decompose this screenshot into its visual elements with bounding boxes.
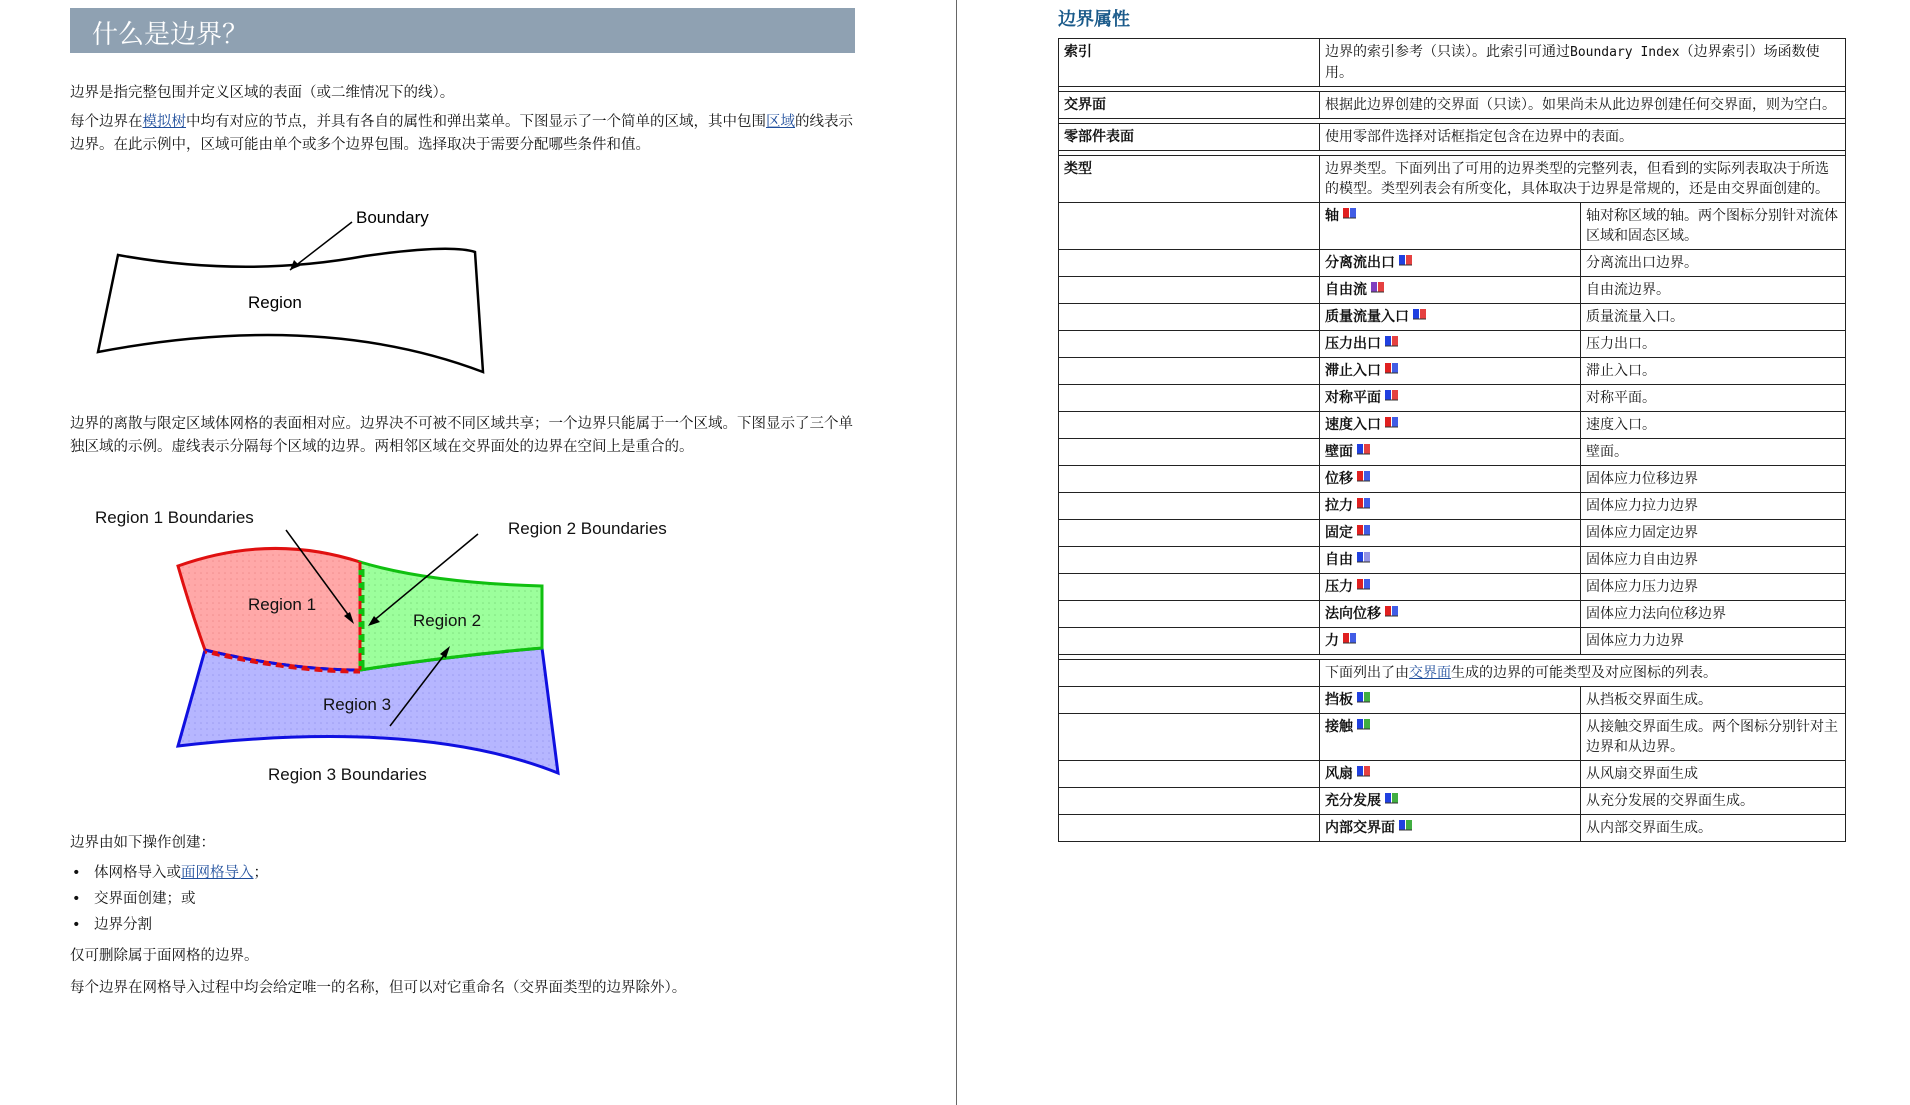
axis-icon [1342,206,1358,226]
region2-boundaries-label: Region 2 Boundaries [508,519,667,538]
boundary-type-name: 自由流 [1320,277,1581,304]
region-label: Region [248,293,302,312]
mass-flow-inlet-icon [1412,307,1428,327]
table-row [1059,124,1846,151]
type-label: 类型 [1059,156,1320,203]
table-row [1059,250,1846,277]
boundary-type-description: 固体应力法向位移边界 [1581,601,1846,628]
interface-type-name: 内部交界面 [1320,815,1581,842]
table-row [1059,687,1846,714]
boundary-type-name: 拉力 [1320,493,1581,520]
table-row [1059,92,1846,119]
boundary-type-name: 速度入口 [1320,412,1581,439]
traction-icon [1356,496,1372,516]
contact-icon [1356,717,1372,737]
boundary-type-description: 分离流出口边界。 [1581,250,1846,277]
table-row [1059,466,1846,493]
table-row [1059,601,1846,628]
table-row [1059,788,1846,815]
interface-type-name: 风扇 [1320,761,1581,788]
region3-label: Region 3 [323,695,392,714]
three-region-diagram [90,498,710,798]
region1-label: Region 1 [248,595,317,614]
list-item: • 体网格导入或面网格导入； [70,860,268,886]
internal-interface-icon [1398,818,1414,838]
boundary-type-description: 固体应力位移边界 [1581,466,1846,493]
force-icon [1342,631,1358,651]
boundary-type-name: 滞止入口 [1320,358,1581,385]
interface-description: 根据此边界创建的交界面（只读）。如果尚未从此边界创建任何交界面，则为空白。 [1320,92,1846,119]
table-row [1059,547,1846,574]
boundary-type-description: 速度入口。 [1581,412,1846,439]
list-item: • 边界分割 [70,912,268,938]
boundary-types-list [1059,203,1846,655]
table-row [1059,358,1846,385]
boundary-type-description: 固体应力压力边界 [1581,574,1846,601]
split-outlet-icon [1398,253,1414,273]
right-page [958,0,1910,1105]
boundary-type-description: 质量流量入口。 [1581,304,1846,331]
region3-boundaries-label: Region 3 Boundaries [268,765,427,784]
index-description: 边界的索引参考（只读）。此索引可通过Boundary Index（边界索引）场函数使用。 [1320,39,1846,87]
page-divider [956,0,957,1105]
interface-types-intro: 下面列出了由交界面生成的边界的可能类型及对应图标的列表。 [1320,660,1846,687]
boundary-type-name: 自由 [1320,547,1581,574]
table-row [1059,761,1846,788]
table-row [1059,412,1846,439]
boundary-type-description: 固体应力拉力边界 [1581,493,1846,520]
interface-types-list [1059,687,1846,842]
rename-note: 每个边界在网格导入过程中均会给定唯一的名称，但可以对它重命名（交界面类型的边界除外）。 [70,980,687,996]
simulation-tree-link[interactable]: 模拟树 [142,114,186,130]
type-description: 边界类型。下面列出了可用的边界类型的完整列表，但看到的实际列表取决于所选的模型。类型列表会有所变化，具体取决于边界是常规的，还是由交界面创建的。 [1320,156,1846,203]
discretization-paragraph: 边界的离散与限定区域体网格的表面相对应。边界决不可被不同区域共享；一个边界只能属于一个区域。下图显示了三个单独区域的示例。虚线表示分隔每个区域的边界。两相邻区域在交界面处的边界在空间上是重合的。 [70,416,853,455]
single-region-diagram [90,200,510,380]
boundary-type-name: 对称平面 [1320,385,1581,412]
section-title: 边界属性 [1058,9,1130,30]
page-title: 什么是边界？ [92,20,249,50]
boundary-type-name: 压力出口 [1320,331,1581,358]
table-row [1059,574,1846,601]
boundary-type-name: 轴 [1320,203,1581,250]
table-row [1059,815,1846,842]
boundary-type-description: 压力出口。 [1581,331,1846,358]
interface-type-description: 从风扇交界面生成 [1581,761,1846,788]
table-row [1059,203,1846,250]
table-row [1059,493,1846,520]
interface-type-name: 接触 [1320,714,1581,761]
boundary-type-description: 固体应力固定边界 [1581,520,1846,547]
interface-label: 交界面 [1059,92,1320,119]
region-link[interactable]: 区域 [766,114,795,130]
boundary-label: Boundary [356,208,429,227]
index-label: 索引 [1059,39,1320,87]
interface-type-description: 从挡板交界面生成。 [1581,687,1846,714]
baffle-icon [1356,690,1372,710]
table-row [1059,439,1846,466]
surface-mesh-import-link[interactable]: 面网格导入 [181,865,254,881]
boundary-type-name: 分离流出口 [1320,250,1581,277]
boundary-type-name: 壁面 [1320,439,1581,466]
boundary-type-description: 固体应力力边界 [1581,628,1846,655]
interface-type-name: 充分发展 [1320,788,1581,815]
stagnation-inlet-icon [1384,361,1400,381]
free-icon [1356,550,1372,570]
boundary-type-description: 滞止入口。 [1581,358,1846,385]
fan-icon [1356,764,1372,784]
boundary-type-name: 法向位移 [1320,601,1581,628]
boundary-type-name: 固定 [1320,520,1581,547]
wall-icon [1356,442,1372,462]
boundary-type-name: 力 [1320,628,1581,655]
interface-type-name: 挡板 [1320,687,1581,714]
interface-type-description: 从内部交界面生成。 [1581,815,1846,842]
pressure-icon [1356,577,1372,597]
normal-displacement-icon [1384,604,1400,624]
boundary-type-description: 固体应力自由边界 [1581,547,1846,574]
part-surfaces-description: 使用零部件选择对话框指定包含在边界中的表面。 [1320,124,1846,151]
boundary-type-name: 位移 [1320,466,1581,493]
table-row [1059,331,1846,358]
region2-label: Region 2 [413,611,482,630]
pressure-outlet-icon [1384,334,1400,354]
boundary-type-description: 轴对称区域的轴。两个图标分别针对流体区域和固态区域。 [1581,203,1846,250]
velocity-inlet-icon [1384,415,1400,435]
title-bar [70,8,855,53]
delete-note: 仅可删除属于面网格的边界。 [70,948,259,964]
symmetry-plane-icon [1384,388,1400,408]
boundary-type-description: 对称平面。 [1581,385,1846,412]
table-row [1059,520,1846,547]
interface-type-description: 从接触交界面生成。两个图标分别针对主边界和从边界。 [1581,714,1846,761]
boundary-properties-table [1058,38,1846,842]
boundary-type-name: 压力 [1320,574,1581,601]
creation-list [70,860,268,938]
table-row [1059,628,1846,655]
part-surfaces-label: 零部件表面 [1059,124,1320,151]
boundary-type-description: 壁面。 [1581,439,1846,466]
intro-paragraph: 边界是指完整包围并定义区域的表面（或二维情况下的线）。 [70,85,455,101]
boundary-type-name: 质量流量入口 [1320,304,1581,331]
fully-developed-icon [1384,791,1400,811]
table-row [1059,304,1846,331]
boundary-type-description: 自由流边界。 [1581,277,1846,304]
table-row [1059,385,1846,412]
displacement-icon [1356,469,1372,489]
creation-intro: 边界由如下操作创建： [70,835,215,851]
table-row [1059,714,1846,761]
interface-type-description: 从充分发展的交界面生成。 [1581,788,1846,815]
fixed-icon [1356,523,1372,543]
table-row [1059,39,1846,87]
list-item: • 交界面创建；或 [70,886,268,912]
description-paragraph: 每个边界在模拟树中均有对应的节点，并具有各自的属性和弹出菜单。下图显示了一个简单的区域，其中包围区域的线表示边界。在此示例中，区域可能由单个或多个边界包围。选择取决于需要分配哪些条件和值。 [70,114,853,153]
region1-boundaries-label: Region 1 Boundaries [95,508,254,527]
table-row [1059,660,1846,687]
interface-link[interactable]: 交界面 [1409,665,1451,681]
free-stream-icon [1370,280,1386,300]
table-row [1059,277,1846,304]
table-row [1059,156,1846,203]
